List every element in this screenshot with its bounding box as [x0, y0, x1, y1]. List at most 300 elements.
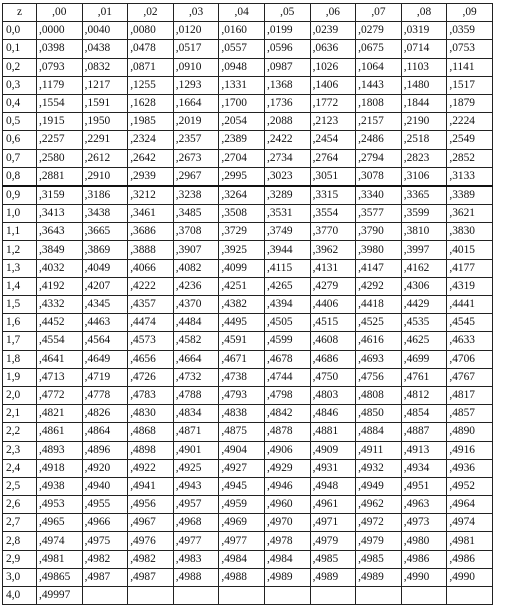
probability-cell: ,4953 — [37, 496, 83, 514]
probability-cell: ,4963 — [401, 496, 447, 514]
probability-cell: ,49997 — [37, 587, 83, 605]
probability-cell: ,3078 — [356, 167, 402, 186]
probability-cell: ,4664 — [173, 350, 219, 368]
probability-cell: ,3621 — [447, 205, 493, 223]
probability-cell: ,4545 — [447, 314, 493, 332]
probability-cell: ,0793 — [37, 58, 83, 76]
probability-cell: ,4982 — [82, 550, 128, 568]
table-row — [3, 223, 493, 241]
probability-cell: ,3389 — [447, 186, 493, 205]
probability-cell: ,4990 — [447, 568, 493, 586]
probability-cell: ,2389 — [219, 131, 265, 149]
table-row — [3, 205, 493, 223]
probability-cell: ,2190 — [401, 113, 447, 131]
probability-cell: ,4625 — [401, 332, 447, 350]
probability-cell: ,4949 — [356, 477, 402, 495]
probability-cell: ,3869 — [82, 241, 128, 259]
probability-cell: ,0398 — [37, 40, 83, 58]
probability-cell: ,4987 — [82, 568, 128, 586]
probability-cell: ,4974 — [37, 532, 83, 550]
table-row — [3, 405, 493, 423]
z-value-cell: 1,8 — [3, 350, 37, 368]
z-value-cell: 3,0 — [3, 568, 37, 586]
probability-cell: ,4967 — [128, 514, 174, 532]
probability-cell: ,1293 — [173, 76, 219, 94]
z-value-cell: 0,4 — [3, 94, 37, 112]
probability-cell: ,4881 — [310, 423, 356, 441]
probability-cell: ,4943 — [173, 477, 219, 495]
z-value-cell: 1,1 — [3, 223, 37, 241]
probability-cell: ,4922 — [128, 459, 174, 477]
probability-cell: ,4959 — [219, 496, 265, 514]
probability-cell: ,0517 — [173, 40, 219, 58]
probability-cell: ,3770 — [310, 223, 356, 241]
table-body — [3, 22, 493, 605]
z-value-cell: 0,3 — [3, 76, 37, 94]
probability-cell — [219, 587, 265, 605]
standard-normal-table — [2, 3, 493, 605]
probability-cell: ,4808 — [356, 386, 402, 404]
probability-cell: ,2967 — [173, 167, 219, 186]
header-col: ,03 — [173, 4, 219, 22]
probability-cell: ,1331 — [219, 76, 265, 94]
probability-cell: ,2454 — [310, 131, 356, 149]
probability-cell: ,4713 — [37, 368, 83, 386]
probability-cell: ,3944 — [264, 241, 310, 259]
probability-cell: ,2019 — [173, 113, 219, 131]
probability-cell: ,4788 — [173, 386, 219, 404]
z-value-cell: 0,0 — [3, 22, 37, 40]
z-value-cell: 2,1 — [3, 405, 37, 423]
probability-cell: ,4370 — [173, 296, 219, 314]
table-row — [3, 550, 493, 568]
z-value-cell: 2,7 — [3, 514, 37, 532]
probability-cell: ,4983 — [173, 550, 219, 568]
z-value-cell: 2,3 — [3, 441, 37, 459]
probability-cell: ,4726 — [128, 368, 174, 386]
probability-cell: ,4429 — [401, 296, 447, 314]
probability-cell: ,4986 — [447, 550, 493, 568]
probability-cell: ,4633 — [447, 332, 493, 350]
header-row — [3, 4, 493, 22]
z-value-cell: 1,2 — [3, 241, 37, 259]
probability-cell: ,0557 — [219, 40, 265, 58]
probability-cell: ,49865 — [37, 568, 83, 586]
probability-cell: ,3212 — [128, 186, 174, 205]
header-col: ,09 — [447, 4, 493, 22]
z-value-cell: 2,8 — [3, 532, 37, 550]
probability-cell: ,3159 — [37, 186, 83, 205]
probability-cell: ,4162 — [401, 259, 447, 277]
probability-cell: ,4236 — [173, 277, 219, 295]
probability-cell: ,4940 — [82, 477, 128, 495]
header-col: ,08 — [401, 4, 447, 22]
probability-cell: ,2642 — [128, 149, 174, 167]
table-row — [3, 186, 493, 205]
table-row — [3, 22, 493, 40]
probability-cell: ,4406 — [310, 296, 356, 314]
probability-cell: ,4279 — [310, 277, 356, 295]
z-value-cell: 2,6 — [3, 496, 37, 514]
table-row — [3, 459, 493, 477]
probability-cell: ,4608 — [310, 332, 356, 350]
probability-cell: ,4686 — [310, 350, 356, 368]
probability-cell: ,3925 — [219, 241, 265, 259]
probability-cell: ,4706 — [447, 350, 493, 368]
probability-cell: ,3790 — [356, 223, 402, 241]
probability-cell: ,4898 — [128, 441, 174, 459]
header-col: ,04 — [219, 4, 265, 22]
probability-cell: ,3888 — [128, 241, 174, 259]
probability-cell: ,4990 — [401, 568, 447, 586]
probability-cell: ,0596 — [264, 40, 310, 58]
probability-cell: ,4812 — [401, 386, 447, 404]
probability-cell: ,3485 — [173, 205, 219, 223]
probability-cell: ,3997 — [401, 241, 447, 259]
probability-cell: ,4515 — [310, 314, 356, 332]
table-row — [3, 350, 493, 368]
probability-cell: ,0160 — [219, 22, 265, 40]
probability-cell: ,4382 — [219, 296, 265, 314]
probability-cell: ,3508 — [219, 205, 265, 223]
z-value-cell: 1,4 — [3, 277, 37, 295]
probability-cell: ,2704 — [219, 149, 265, 167]
probability-cell: ,3980 — [356, 241, 402, 259]
probability-cell — [356, 587, 402, 605]
probability-cell: ,4901 — [173, 441, 219, 459]
probability-cell: ,1591 — [82, 94, 128, 112]
probability-cell: ,3643 — [37, 223, 83, 241]
probability-cell: ,4573 — [128, 332, 174, 350]
probability-cell: ,4131 — [310, 259, 356, 277]
probability-cell: ,4976 — [128, 532, 174, 550]
probability-cell: ,4756 — [356, 368, 402, 386]
probability-cell: ,4641 — [37, 350, 83, 368]
probability-cell: ,4957 — [173, 496, 219, 514]
probability-cell: ,0080 — [128, 22, 174, 40]
probability-cell: ,4960 — [264, 496, 310, 514]
probability-cell: ,4931 — [310, 459, 356, 477]
probability-cell: ,2881 — [37, 167, 83, 186]
probability-cell: ,3438 — [82, 205, 128, 223]
probability-cell: ,4817 — [447, 386, 493, 404]
probability-cell: ,4934 — [401, 459, 447, 477]
probability-cell: ,4693 — [356, 350, 402, 368]
table-row — [3, 296, 493, 314]
probability-cell: ,1368 — [264, 76, 310, 94]
probability-cell: ,3106 — [401, 167, 447, 186]
probability-cell — [82, 587, 128, 605]
probability-cell: ,1808 — [356, 94, 402, 112]
z-value-cell: 0,5 — [3, 113, 37, 131]
probability-cell: ,4616 — [356, 332, 402, 350]
probability-cell: ,0478 — [128, 40, 174, 58]
probability-cell: ,3186 — [82, 186, 128, 205]
probability-cell: ,0199 — [264, 22, 310, 40]
probability-cell: ,4418 — [356, 296, 402, 314]
table-row — [3, 131, 493, 149]
probability-cell: ,0753 — [447, 40, 493, 58]
probability-cell: ,4911 — [356, 441, 402, 459]
table-row — [3, 477, 493, 495]
probability-cell: ,3749 — [264, 223, 310, 241]
probability-cell: ,4979 — [310, 532, 356, 550]
probability-cell: ,4868 — [128, 423, 174, 441]
probability-cell: ,4875 — [219, 423, 265, 441]
probability-cell: ,3830 — [447, 223, 493, 241]
probability-cell: ,0832 — [82, 58, 128, 76]
probability-cell — [401, 587, 447, 605]
probability-cell: ,2794 — [356, 149, 402, 167]
z-value-cell: 2,4 — [3, 459, 37, 477]
probability-cell: ,4975 — [82, 532, 128, 550]
probability-cell: ,3340 — [356, 186, 402, 205]
probability-cell — [264, 587, 310, 605]
probability-cell: ,4015 — [447, 241, 493, 259]
probability-cell: ,0279 — [356, 22, 402, 40]
probability-cell: ,3729 — [219, 223, 265, 241]
probability-cell: ,4927 — [219, 459, 265, 477]
probability-cell: ,3051 — [310, 167, 356, 186]
table-row — [3, 314, 493, 332]
probability-cell: ,2823 — [401, 149, 447, 167]
probability-cell: ,2257 — [37, 131, 83, 149]
probability-cell: ,4985 — [310, 550, 356, 568]
probability-cell: ,4319 — [447, 277, 493, 295]
probability-cell: ,2995 — [219, 167, 265, 186]
probability-cell: ,3554 — [310, 205, 356, 223]
probability-cell: ,4989 — [264, 568, 310, 586]
probability-cell: ,2764 — [310, 149, 356, 167]
probability-cell: ,4505 — [264, 314, 310, 332]
probability-cell: ,4989 — [356, 568, 402, 586]
z-value-cell: 1,9 — [3, 368, 37, 386]
header-col: ,05 — [264, 4, 310, 22]
probability-cell: ,2612 — [82, 149, 128, 167]
header-col: ,02 — [128, 4, 174, 22]
z-value-cell: 1,3 — [3, 259, 37, 277]
probability-cell: ,4980 — [401, 532, 447, 550]
probability-cell: ,1406 — [310, 76, 356, 94]
probability-cell: ,4972 — [356, 514, 402, 532]
probability-cell: ,4582 — [173, 332, 219, 350]
probability-cell: ,4962 — [356, 496, 402, 514]
probability-cell: ,1736 — [264, 94, 310, 112]
probability-cell — [447, 587, 493, 605]
probability-cell: ,2580 — [37, 149, 83, 167]
probability-cell: ,4744 — [264, 368, 310, 386]
probability-cell: ,2939 — [128, 167, 174, 186]
probability-cell: ,4049 — [82, 259, 128, 277]
table-row — [3, 167, 493, 186]
probability-cell: ,1879 — [447, 94, 493, 112]
probability-cell: ,4306 — [401, 277, 447, 295]
probability-cell: ,0675 — [356, 40, 402, 58]
probability-cell: ,4783 — [128, 386, 174, 404]
probability-cell: ,0910 — [173, 58, 219, 76]
probability-cell: ,4946 — [264, 477, 310, 495]
probability-cell: ,1844 — [401, 94, 447, 112]
probability-cell: ,0120 — [173, 22, 219, 40]
probability-cell: ,1141 — [447, 58, 493, 76]
probability-cell: ,4738 — [219, 368, 265, 386]
probability-cell: ,1217 — [82, 76, 128, 94]
probability-cell: ,1772 — [310, 94, 356, 112]
table-row — [3, 587, 493, 605]
probability-cell: ,1064 — [356, 58, 402, 76]
probability-cell: ,4984 — [219, 550, 265, 568]
probability-cell: ,4961 — [310, 496, 356, 514]
probability-cell: ,4916 — [447, 441, 493, 459]
probability-cell: ,0359 — [447, 22, 493, 40]
probability-cell: ,4893 — [37, 441, 83, 459]
probability-cell: ,3962 — [310, 241, 356, 259]
z-value-cell: 0,7 — [3, 149, 37, 167]
probability-cell: ,1480 — [401, 76, 447, 94]
table-row — [3, 368, 493, 386]
probability-cell: ,4909 — [310, 441, 356, 459]
probability-cell: ,1026 — [310, 58, 356, 76]
probability-cell: ,4474 — [128, 314, 174, 332]
probability-cell: ,4981 — [447, 532, 493, 550]
z-value-cell: 0,2 — [3, 58, 37, 76]
probability-cell: ,4834 — [173, 405, 219, 423]
probability-cell: ,4564 — [82, 332, 128, 350]
probability-cell: ,4985 — [356, 550, 402, 568]
table-row — [3, 113, 493, 131]
probability-cell: ,4956 — [128, 496, 174, 514]
probability-cell: ,3599 — [401, 205, 447, 223]
probability-cell: ,4394 — [264, 296, 310, 314]
probability-cell: ,4965 — [37, 514, 83, 532]
probability-cell: ,0636 — [310, 40, 356, 58]
probability-cell: ,1628 — [128, 94, 174, 112]
table-row — [3, 259, 493, 277]
probability-cell: ,4767 — [447, 368, 493, 386]
probability-cell: ,4554 — [37, 332, 83, 350]
probability-cell: ,4292 — [356, 277, 402, 295]
probability-cell: ,1443 — [356, 76, 402, 94]
probability-cell: ,2486 — [356, 131, 402, 149]
probability-cell: ,4222 — [128, 277, 174, 295]
probability-cell: ,4890 — [447, 423, 493, 441]
probability-cell: ,4941 — [128, 477, 174, 495]
probability-cell: ,2518 — [401, 131, 447, 149]
probability-cell: ,3023 — [264, 167, 310, 186]
probability-cell: ,4974 — [447, 514, 493, 532]
z-value-cell: 1,0 — [3, 205, 37, 223]
probability-cell: ,1664 — [173, 94, 219, 112]
probability-cell: ,2291 — [82, 131, 128, 149]
probability-cell: ,4535 — [401, 314, 447, 332]
probability-cell: ,3238 — [173, 186, 219, 205]
probability-cell: ,2224 — [447, 113, 493, 131]
probability-cell: ,4973 — [401, 514, 447, 532]
probability-cell: ,4207 — [82, 277, 128, 295]
table-row — [3, 386, 493, 404]
probability-cell: ,4032 — [37, 259, 83, 277]
table-row — [3, 496, 493, 514]
z-value-cell: 1,6 — [3, 314, 37, 332]
probability-cell: ,4772 — [37, 386, 83, 404]
table-row — [3, 514, 493, 532]
probability-cell: ,4948 — [310, 477, 356, 495]
probability-cell: ,4826 — [82, 405, 128, 423]
probability-cell: ,4871 — [173, 423, 219, 441]
table-row — [3, 277, 493, 295]
probability-cell: ,4345 — [82, 296, 128, 314]
probability-cell: ,1554 — [37, 94, 83, 112]
probability-cell — [310, 587, 356, 605]
probability-cell: ,4986 — [401, 550, 447, 568]
probability-cell: ,4969 — [219, 514, 265, 532]
probability-cell: ,4332 — [37, 296, 83, 314]
probability-cell: ,4951 — [401, 477, 447, 495]
table-row — [3, 40, 493, 58]
probability-cell: ,4082 — [173, 259, 219, 277]
probability-cell: ,2357 — [173, 131, 219, 149]
probability-cell: ,3708 — [173, 223, 219, 241]
probability-cell: ,4904 — [219, 441, 265, 459]
probability-cell: ,4861 — [37, 423, 83, 441]
probability-cell: ,4988 — [173, 568, 219, 586]
probability-cell: ,3810 — [401, 223, 447, 241]
probability-cell: ,4719 — [82, 368, 128, 386]
probability-cell: ,4981 — [37, 550, 83, 568]
z-value-cell: 1,5 — [3, 296, 37, 314]
probability-cell: ,4649 — [82, 350, 128, 368]
probability-cell: ,4864 — [82, 423, 128, 441]
probability-cell: ,2324 — [128, 131, 174, 149]
probability-cell: ,4357 — [128, 296, 174, 314]
probability-cell: ,3365 — [401, 186, 447, 205]
probability-cell: ,4857 — [447, 405, 493, 423]
probability-cell: ,4732 — [173, 368, 219, 386]
probability-cell: ,4803 — [310, 386, 356, 404]
header-z: z — [3, 4, 37, 22]
probability-cell: ,4918 — [37, 459, 83, 477]
probability-cell: ,4878 — [264, 423, 310, 441]
probability-cell: ,4656 — [128, 350, 174, 368]
table-row — [3, 568, 493, 586]
probability-cell: ,4798 — [264, 386, 310, 404]
probability-cell: ,4982 — [128, 550, 174, 568]
z-table-container — [2, 3, 493, 605]
probability-cell: ,4977 — [219, 532, 265, 550]
probability-cell: ,2734 — [264, 149, 310, 167]
probability-cell: ,4842 — [264, 405, 310, 423]
table-row — [3, 149, 493, 167]
probability-cell: ,4147 — [356, 259, 402, 277]
probability-cell: ,4887 — [401, 423, 447, 441]
table-row — [3, 532, 493, 550]
probability-cell: ,4896 — [82, 441, 128, 459]
probability-cell: ,4177 — [447, 259, 493, 277]
probability-cell: ,4979 — [356, 532, 402, 550]
probability-cell: ,0319 — [401, 22, 447, 40]
header-col: ,00 — [37, 4, 83, 22]
probability-cell: ,2157 — [356, 113, 402, 131]
probability-cell: ,4192 — [37, 277, 83, 295]
probability-cell: ,4484 — [173, 314, 219, 332]
z-value-cell: 2,5 — [3, 477, 37, 495]
probability-cell: ,4251 — [219, 277, 265, 295]
probability-cell: ,3461 — [128, 205, 174, 223]
probability-cell: ,4750 — [310, 368, 356, 386]
probability-cell: ,0871 — [128, 58, 174, 76]
probability-cell: ,4846 — [310, 405, 356, 423]
probability-cell: ,4761 — [401, 368, 447, 386]
